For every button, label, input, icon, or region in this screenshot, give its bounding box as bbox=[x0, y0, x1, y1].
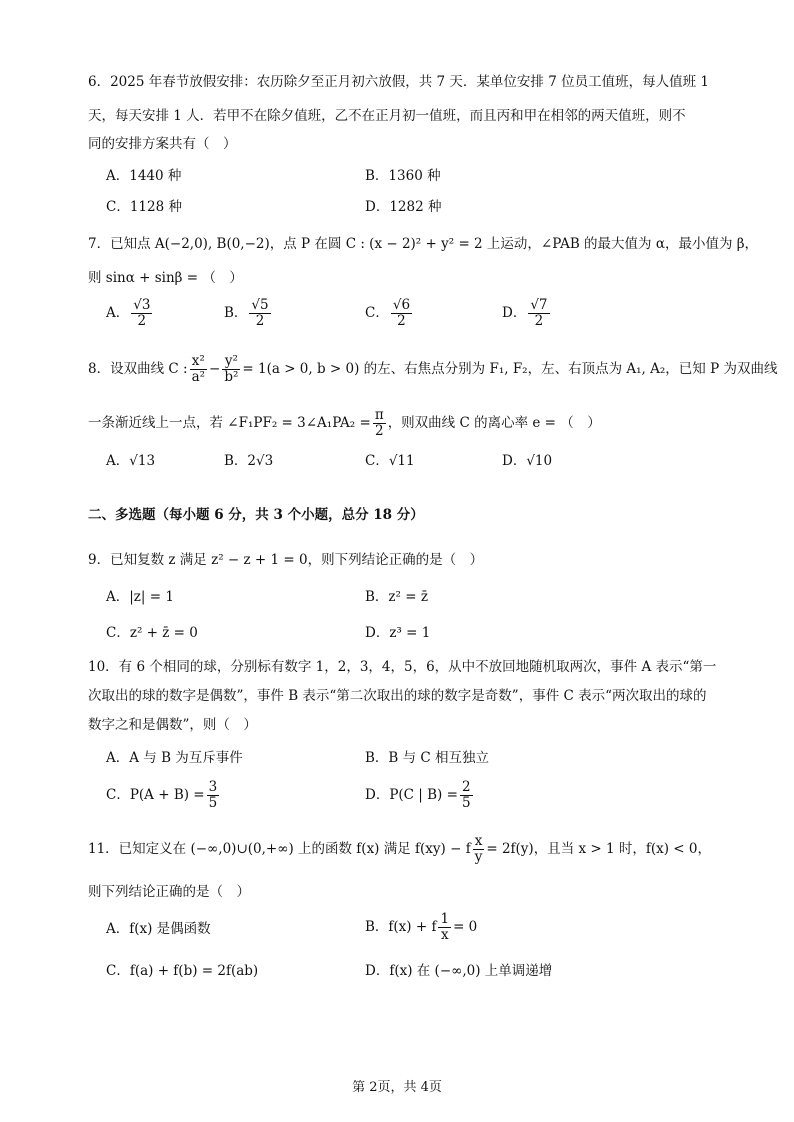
q7-line-1: 7．已知点 A(−2,0), B(0,−2)，点 P 在圆 C : (x − 2)² + y² = 2 上运动，∠PAB 的最大值为 α，最小值为 β， bbox=[88, 236, 759, 252]
q9-option-c: C．z² + z̄ = 0 bbox=[106, 625, 198, 641]
q11-line-1: 11．已知定义在 (−∞,0)∪(0,+∞) 上的函数 f(x) 满足 f(xy) − f $\frac{x}{y}$ = 2f(y)，且当 x > 1 时，f(x) < 0， bbox=[88, 833, 711, 865]
q11-line-2: 则下列结论正确的是（ ） bbox=[88, 884, 250, 900]
q9-option-d: D．z³ = 1 bbox=[365, 625, 431, 641]
q11-option-a: A．f(x) 是偶函数 bbox=[106, 921, 211, 937]
q10-line-3: 数字之和是偶数”，则（ ） bbox=[88, 717, 257, 733]
q7-option-d bbox=[502, 298, 552, 329]
q10-option-d-fraction: $\frac{2}{5}$ bbox=[461, 779, 471, 811]
q7-line-2: 则 sinα + sinβ = （ ） bbox=[88, 270, 243, 286]
q10-line-2: 次取出的球的数字是偶数”，事件 B 表示“第二次取出的球的数字是奇数”，事件 C 表示“两次取出的球的 bbox=[88, 688, 707, 704]
q6-line-2: 天，每天安排 1 人．若甲不在除夕值班，乙不在正月初一值班，而且丙和甲在相邻的两天值班，则不 bbox=[88, 108, 686, 124]
q10-option-b: B．B 与 C 相互独立 bbox=[365, 750, 490, 766]
q8-option-b: B．2√3 bbox=[224, 453, 274, 469]
q8-line-1: 8．设双曲线 C : $\frac{\text{x²}}{\text{a²}}$ − $\frac{\text{y²}}{\text{b²}}$ = 1(a > 0, b > 0) 的左、右焦点分别为 F₁, F₂，左、右顶点为 A₁, A₂，已知 P 为双曲线 bbox=[88, 353, 778, 385]
q6-option-c: C．1128 种 bbox=[106, 199, 182, 215]
q11-option-b: B．f(x) + f $\frac{1}{x}$ = 0 bbox=[365, 911, 478, 943]
q9-option-b: B．z² = z̄ bbox=[365, 589, 428, 605]
q10-option-c: C．P(A + B) = $\frac{3}{5}$ bbox=[106, 779, 218, 811]
page-number-footer: 第 2页，共 4页 bbox=[352, 1080, 442, 1095]
q9-line-1: 9．已知复数 z 满足 z² − z + 1 = 0，则下列结论正确的是（ ） bbox=[88, 552, 484, 568]
q7-option-a bbox=[106, 298, 154, 329]
q8-fraction-pi-2: $\frac{\pi}{2}$ bbox=[374, 407, 384, 439]
q7-option-c-fraction: $\frac{√6}{2}$ bbox=[392, 297, 411, 329]
q8-option-a: A．√13 bbox=[106, 453, 156, 469]
q8-option-c: C．√11 bbox=[365, 453, 415, 469]
q7-option-c-label: C． bbox=[365, 305, 389, 321]
q11-option-b-fraction: $\frac{1}{x}$ bbox=[440, 911, 450, 943]
q7-option-c bbox=[365, 298, 414, 329]
q7-option-d-label: D． bbox=[502, 305, 527, 321]
q6-line-1: 6．2025 年春节放假安排：农历除夕至正月初六放假，共 7 天．某单位安排 7 位员工值班，每人值班 1 bbox=[88, 74, 709, 90]
q11-option-c: C．f(a) + f(b) = 2f(ab) bbox=[106, 963, 259, 979]
q8-fraction-x2-a2: $\frac{\text{x²}}{\text{a²}}$ bbox=[191, 353, 206, 385]
q11-option-d: D．f(x) 在 (−∞,0) 上单调递增 bbox=[365, 963, 553, 979]
section-heading-multiple-choice: 二、多选题（每小题 6 分，共 3 个小题，总分 18 分） bbox=[88, 507, 424, 523]
q10-line-1: 10．有 6 个相同的球，分别标有数字 1，2，3，4，5，6，从中不放回地随机取两次，事件 A 表示“第一 bbox=[88, 659, 717, 675]
q11-fraction-x-y: $\frac{x}{y}$ bbox=[474, 833, 483, 865]
q10-option-c-fraction: $\frac{3}{5}$ bbox=[208, 779, 218, 811]
q7-option-d-fraction: $\frac{√7}{2}$ bbox=[530, 297, 548, 329]
q10-option-a: A．A 与 B 为互斥事件 bbox=[106, 750, 243, 766]
q6-option-a: A．1440 种 bbox=[106, 168, 182, 184]
q7-option-b bbox=[224, 298, 273, 329]
q6-option-d: D．1282 种 bbox=[365, 199, 442, 215]
q8-fraction-y2-b2: $\frac{\text{y²}}{\text{b²}}$ bbox=[224, 353, 239, 385]
q7-option-b-label: B． bbox=[224, 305, 248, 321]
q7-option-a-fraction: $\frac{√3}{2}$ bbox=[133, 297, 151, 329]
q8-option-d: D．√10 bbox=[502, 453, 553, 469]
q8-line-2: 一条渐近线上一点，若 ∠F₁PF₂ = 3∠A₁PA₂ = $\frac{\pi}{2}$ ，则双曲线 C 的离心率 e = （ ） bbox=[88, 407, 601, 439]
q7-option-a-label: A． bbox=[106, 305, 130, 321]
q6-option-b: B．1360 种 bbox=[365, 168, 441, 184]
q10-option-d: D．P(C | B) = $\frac{2}{5}$ bbox=[365, 779, 471, 811]
q6-line-3: 同的安排方案共有（ ） bbox=[88, 136, 237, 152]
q7-option-b-fraction: $\frac{√5}{2}$ bbox=[251, 297, 269, 329]
q9-option-a: A．|z| = 1 bbox=[106, 589, 174, 605]
